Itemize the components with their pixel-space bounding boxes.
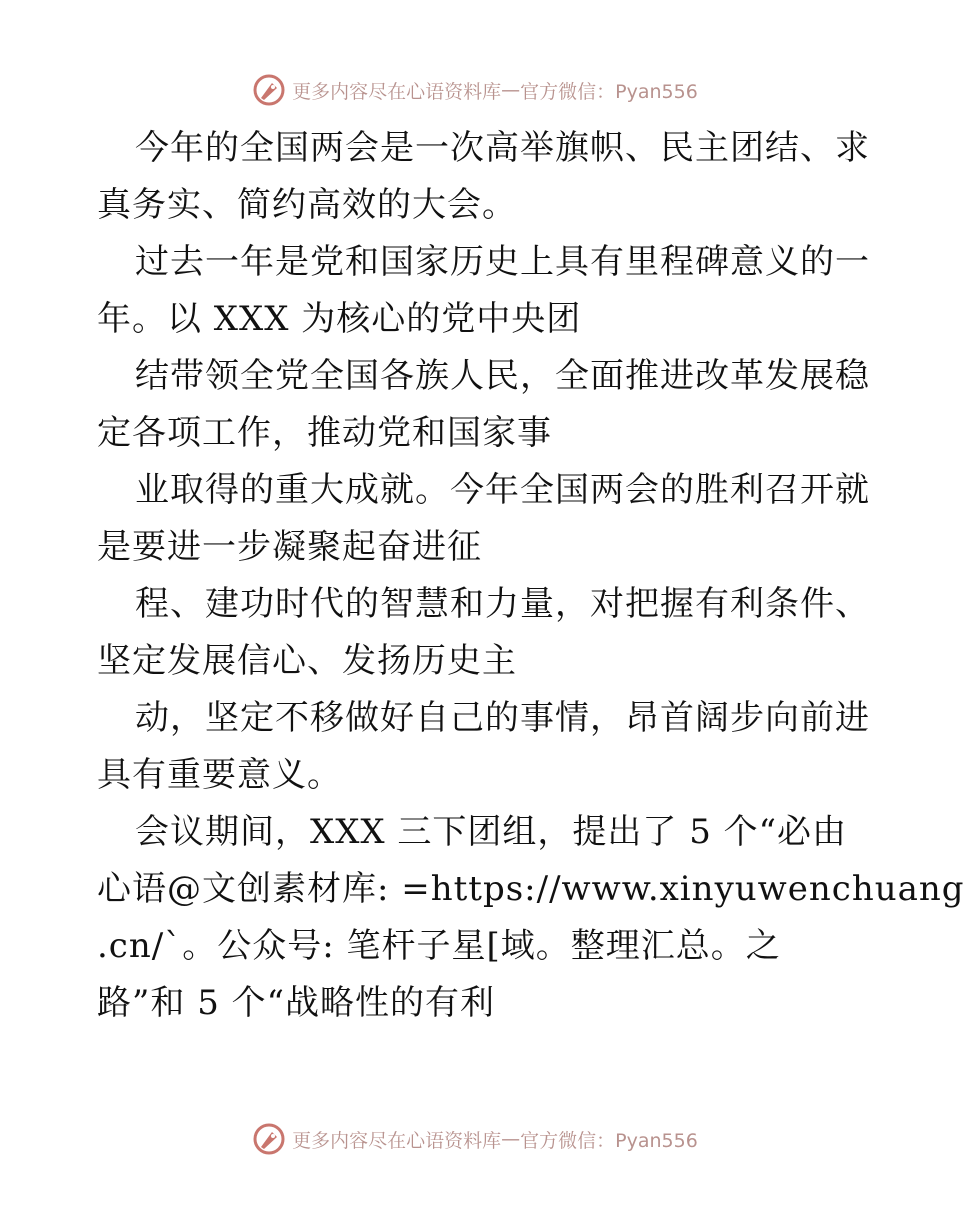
header-dash: — xyxy=(501,79,521,101)
body-line: 路”和 5 个“战略性的有利 xyxy=(97,983,496,1023)
document-body xyxy=(97,120,965,1032)
footer-wechat-text: 官方微信：Pyan556 xyxy=(520,1129,698,1152)
body-line: 定各项工作，推动党和国家事 xyxy=(97,413,552,453)
body-line: 具有重要意义。 xyxy=(97,755,342,795)
body-line: 结带领全党全国各族人民，全面推进改革发展稳 xyxy=(135,356,870,396)
body-line: 年。以 XXX 为核心的党中央团 xyxy=(97,299,582,339)
footer-brand-text: 更多内容尽在心语资料库 xyxy=(292,1129,502,1152)
body-line: .cn/`。公众号: 笔杆子星[域。整理汇总。之 xyxy=(97,926,781,966)
body-line: 是要进一步凝聚起奋进征 xyxy=(97,527,482,567)
body-line: 心语@文创素材库: =https://www.xinyuwenchuang xyxy=(97,869,965,909)
header-brand-text: 更多内容尽在心语资料库 xyxy=(292,80,502,103)
pen-nib-logo-icon xyxy=(252,1122,286,1156)
body-line: 业取得的重大成就。今年全国两会的胜利召开就 xyxy=(135,470,870,510)
header-wechat-text: 官方微信：Pyan556 xyxy=(520,80,698,103)
header-watermark xyxy=(0,70,950,110)
footer-dash: — xyxy=(501,1128,521,1150)
footer-watermark xyxy=(0,1119,950,1159)
body-line: 会议期间，XXX 三下团组，提出了 5 个“必由 xyxy=(135,812,848,852)
body-line: 过去一年是党和国家历史上具有里程碑意义的一 xyxy=(135,242,870,282)
body-line: 动，坚定不移做好自己的事情，昂首阔步向前进 xyxy=(135,698,870,738)
body-line: 程、建功时代的智慧和力量，对把握有利条件、 xyxy=(135,584,870,624)
body-line: 坚定发展信心、发扬历史主 xyxy=(97,641,517,681)
pen-nib-logo-icon xyxy=(252,73,286,107)
body-line: 今年的全国两会是一次高举旗帜、民主团结、求 xyxy=(135,128,870,168)
body-line: 真务实、简约高效的大会。 xyxy=(97,185,517,225)
